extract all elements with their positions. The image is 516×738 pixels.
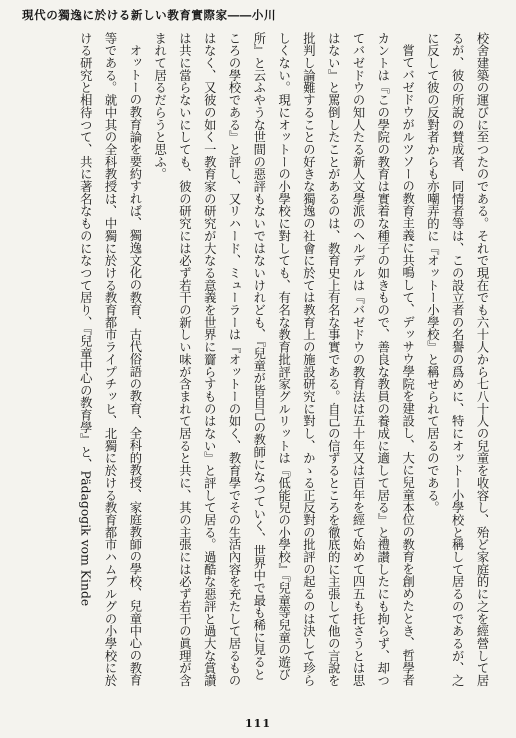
page-number: 111 [245,717,271,730]
paragraph: オットーの教育論を要約すれば、獨逸文化の教育、古代俗語の教育、全科的教授、家庭教師の學校、兒童中心の教育等である。就中其の全科教授は、中獨に於ける教育都市ライプチッヒ、北獨に於ける教育都市ハムブルグの小學校に於ける研究と相待つて、共に著名なものになつて居り、『兒童中心の教育學』と、Pädagogik vom Kinde [78,32,142,687]
body-text [18,32,494,687]
paragraph: 校舍建築の運びに至つたのである。それで現在でも六十人から七八十人の兒童を收容し、殆ど家庭的に之を經營して居るが、彼の所說の賛成者、同情者等は、この設立者の名譽の爲めに、特にオットー小學校と稱して居るのであるが、之に反して彼の反對者からも亦嘲弄的に『オットー小學校』と稱せられて居るのである。 [425,32,489,687]
running-head: 現代の獨逸に於ける新しい教育實際家――小川 [22,8,277,22]
paragraph: 嘗てバゼドウがルツソーの教育主義に共鳴して、デッサウ學院を建設し、大に兒童本位の教育を創めたとき、哲學者カントは『この學院の教育は實着な種子の如きもので、善良な教員の養成に適して居る』と禮讃したにも拘らず、却つてバゼドウの知人たる新人文學派のヘルデルは『バゼドウの教育法は五十年又は百年を經て始めて四五も托さうとは思はない』と罵倒したことがあるのは、教育史上有名な事實である。自己の信ずるところを徹底的に主張して他の言說を批判し論難することの好きな獨逸の社會に於ては教育上の施設研究に對し、かゝる正反對の批評の起るのは決して珍らしくない。現にオットーの小學校に對しても、有名な教育批評家グルリットは『低能兒の小學校』『兒童等兒童の遊び所』と云ふやうな世間の惡評もないではないけれども、『兒童が皆自己の教師になつていく、世界中で最も稀に見るところの學校である』と評し、又リハード、ミューラーは『オットーの如く、教育學でその生活內容を充たして居るものはなく、又彼の如く一教育家の研究が大なる意義を世界に齎らすものはない』と評して居る。過酷な惡評と過大な賞讃は共に當らないにしても、彼の研究には必ず若干の新しい味が含まれて居ると共に、其の主張には必ず若干の眞理が含まれて居るだらうと思ふ。 [152,32,415,687]
